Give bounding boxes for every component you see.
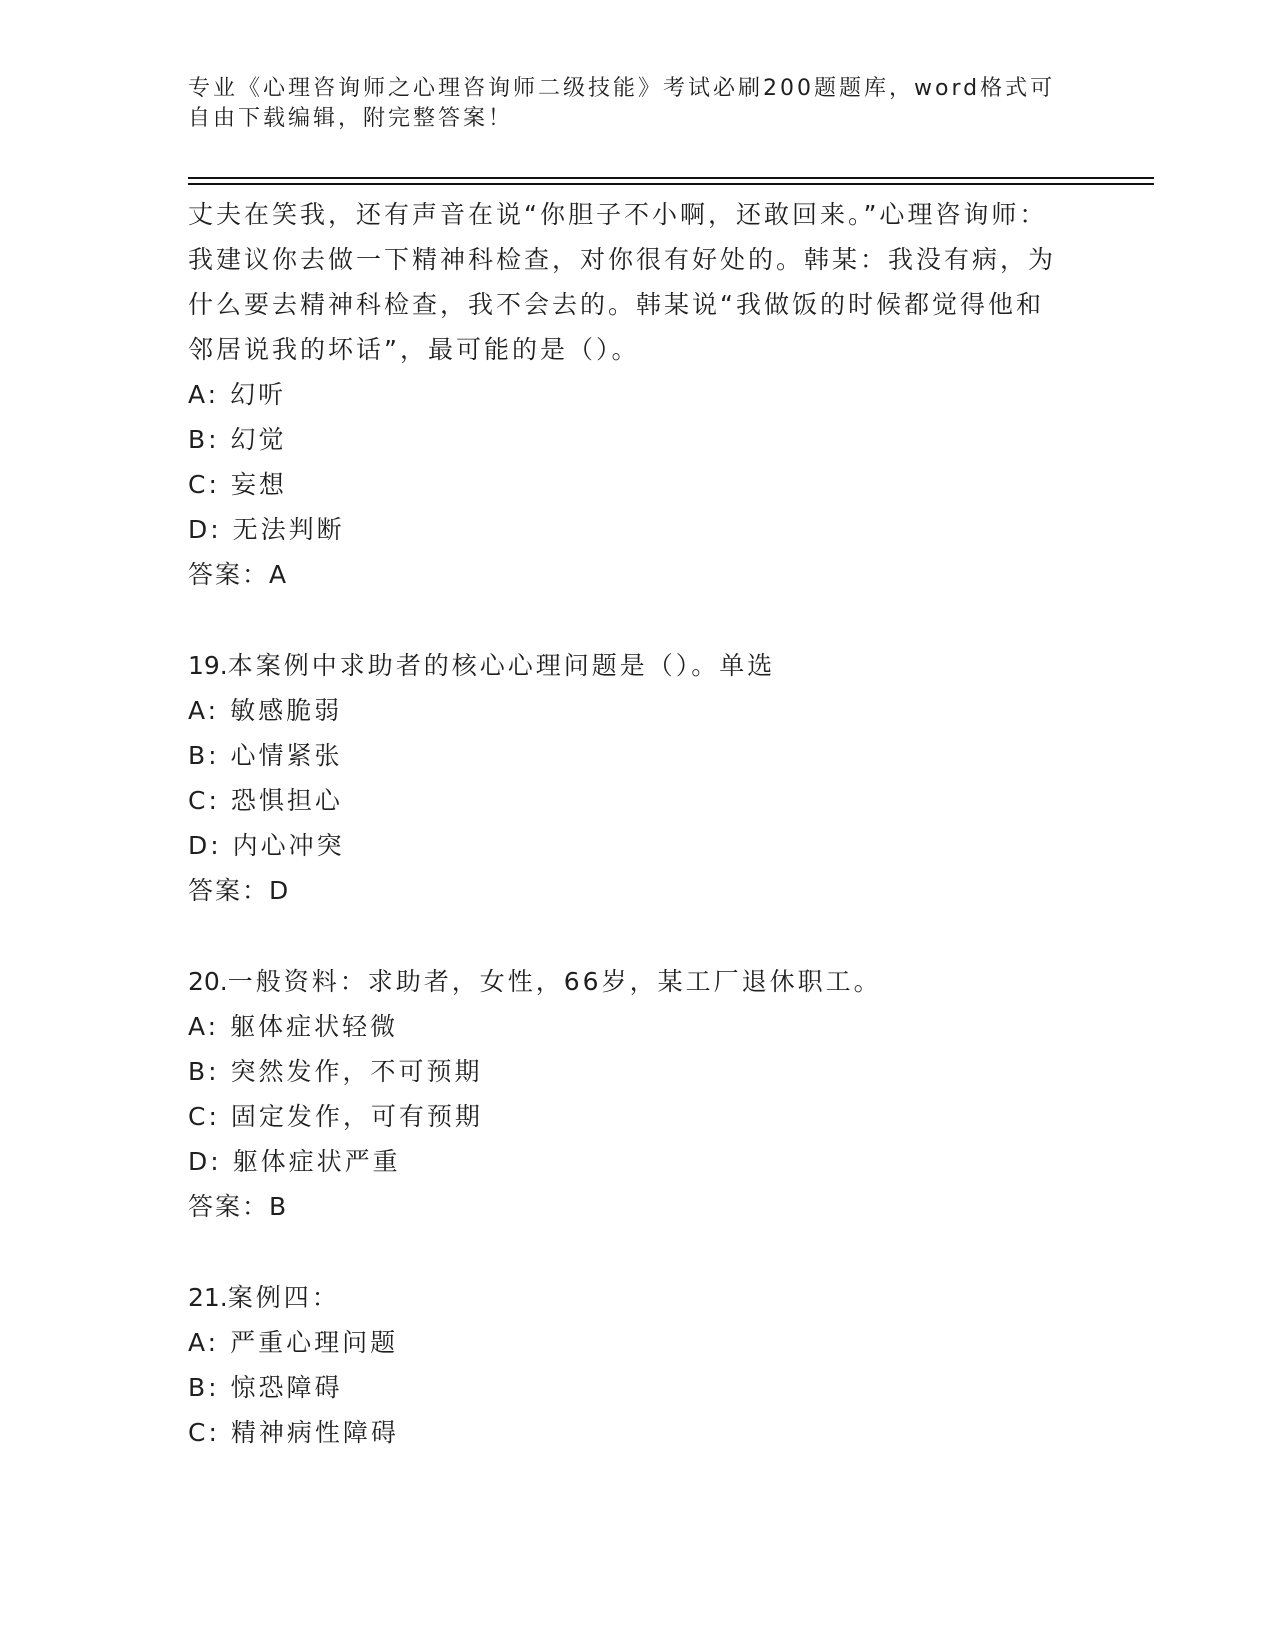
answer-value: D <box>269 876 291 905</box>
option-a: A: 幻听 <box>188 380 287 409</box>
option-a: A: 躯体症状轻微 <box>188 1012 399 1041</box>
document-header <box>188 74 1068 134</box>
option-b: B: 心情紧张 <box>188 741 343 770</box>
option-c: C: 恐惧担心 <box>188 786 343 815</box>
question-list <box>188 192 1068 1455</box>
option-b: B: 惊恐障碍 <box>188 1373 343 1402</box>
option-d: D: 无法判断 <box>188 515 345 544</box>
answer-line: 答案：A <box>188 560 289 589</box>
question-spacer <box>188 597 1068 643</box>
question-stem: 20.一般资料：求助者，女性，66岁，某工厂退休职工。 <box>188 967 882 996</box>
option-a: A: 严重心理问题 <box>188 1328 399 1357</box>
option-a: A: 敏感脆弱 <box>188 696 343 725</box>
question-stem: 丈夫在笑我，还有声音在说“你胆子不小啊，还敢回来。”心理咨询师：我建议你去做一下精神科检查，对你很有好处的。韩某：我没有病，为什么要去精神科检查，我不会去的。韩某说“我做饭的时候都觉得他和邻居说我的坏话”，最可能的是（）。 <box>188 200 1057 364</box>
question-18 <box>188 192 1068 597</box>
answer-value: A <box>269 560 289 589</box>
option-c: C: 精神病性障碍 <box>188 1418 399 1447</box>
header-title: 专业《心理咨询师之心理咨询师二级技能》考试必刷200题题库，word格式可自由下载编辑，附完整答案！ <box>188 76 1056 131</box>
header-rule-bottom <box>188 183 1154 185</box>
question-stem: 21.案例四： <box>188 1283 340 1312</box>
question-20 <box>188 959 1068 1229</box>
question-stem: 19.本案例中求助者的核心心理问题是（）。单选 <box>188 651 776 680</box>
question-number: 20. <box>188 967 228 996</box>
option-c: C: 妄想 <box>188 470 287 499</box>
option-b: B: 突然发作，不可预期 <box>188 1057 483 1086</box>
option-d: D: 躯体症状严重 <box>188 1147 401 1176</box>
option-d: D: 内心冲突 <box>188 831 345 860</box>
answer-line: 答案：B <box>188 1192 289 1221</box>
option-b: B: 幻觉 <box>188 425 287 454</box>
question-19 <box>188 643 1068 913</box>
question-spacer <box>188 1229 1068 1275</box>
question-spacer <box>188 913 1068 959</box>
answer-line: 答案：D <box>188 876 291 905</box>
header-rule-top <box>188 177 1154 179</box>
question-number: 19. <box>188 651 228 680</box>
option-c: C: 固定发作，可有预期 <box>188 1102 483 1131</box>
question-number: 21. <box>188 1283 228 1312</box>
answer-value: B <box>269 1192 289 1221</box>
question-21 <box>188 1275 1068 1455</box>
